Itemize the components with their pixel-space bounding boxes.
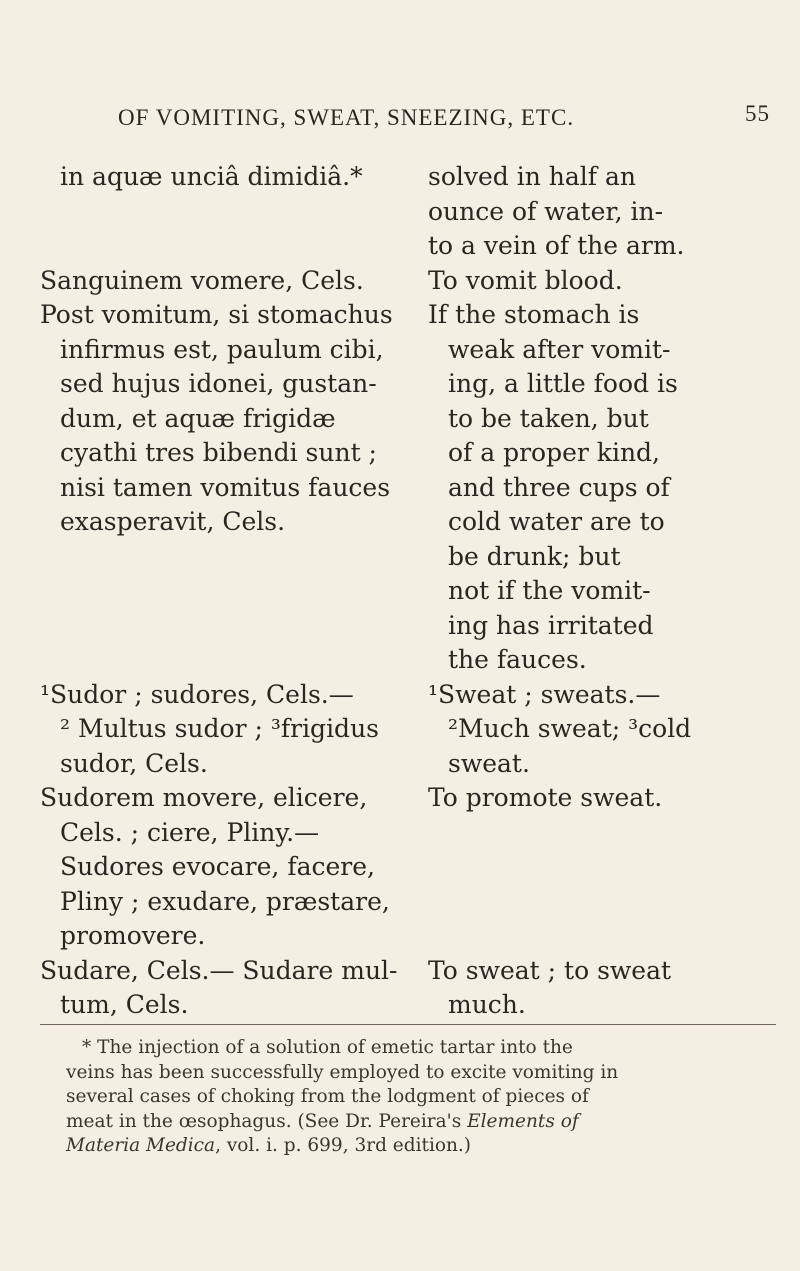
latin-line: sudor, Cels. [60,748,208,778]
english-line: ounce of water, in- [428,196,664,226]
book-title: Materia Medica [66,1135,216,1156]
citation: , vol. i. p. 699, 3rd edition.) [215,1135,472,1156]
english-line: and three cups of [448,472,670,502]
footnote-divider [40,1024,776,1025]
footnote-line: several cases of choking from the lodgment of pieces of [66,1086,589,1107]
latin-line: Sudorem movere, elicere, [40,783,368,812]
latin-line: Sudare, Cels.— Sudare mul- [40,955,398,985]
english-line: the fauces. [448,645,587,674]
english-line: to be taken, but [448,403,649,433]
english-line: of a proper kind, [448,438,660,467]
english-line: be drunk; but [448,541,621,571]
footnote-line [66,1110,579,1135]
english-line: To promote sweat. [428,783,663,812]
english-line: ing, a little food is [448,369,678,398]
latin-line: Sanguinem vomere, Cels. [40,265,364,295]
english-line: ing has irritated [448,610,654,640]
english-line: ²Much sweat; ³cold [448,714,692,743]
english-line: If the stomach is [428,300,640,329]
english-line: To sweat ; to sweat [428,955,672,985]
english-line: to a vein of the arm. [428,231,685,260]
latin-line: Sudores evocare, facere, [60,852,375,881]
latin-line: promovere. [60,921,206,950]
english-line: much. [448,990,526,1019]
latin-line: Cels. ; ciere, Pliny.— [60,817,320,847]
latin-line: ¹Sudor ; sudores, Cels.— [40,679,354,709]
english-line: not if the vomit- [448,576,651,605]
latin-line: infirmus est, paulum cibi, [60,334,384,364]
latin-line: tum, Cels. [60,990,189,1019]
latin-line: Post vomitum, si stomachus [40,300,393,329]
footnote-line [66,1134,471,1159]
english-line: To vomit blood. [428,265,623,295]
english-line: cold water are to [448,507,665,536]
latin-line: sed hujus idonei, gustan- [60,369,377,398]
latin-line: nisi tamen vomitus fauces [60,472,391,502]
book-title: Elements of [467,1110,579,1132]
running-header [118,101,770,131]
english-line: weak after vomit- [448,334,671,364]
latin-line: exasperavit, Cels. [60,507,286,536]
page-number: 55 [745,101,770,126]
footnote-line: * The injection of a solution of emetic tartar into the [82,1037,573,1058]
footnote-line: veins has been successfully employed to excite vomiting in [66,1061,619,1083]
footnote-text: meat in the œsophagus. (See Dr. Pereira's [66,1110,468,1132]
latin-line: dum, et aquæ frigidæ [60,403,336,433]
latin-line: Pliny ; exudare, præstare, [60,886,390,916]
latin-line: in aquæ unciâ dimidiâ.* [60,162,363,191]
latin-line: ² Multus sudor ; ³frigidus [60,714,379,743]
latin-line: cyathi tres bibendi sunt ; [60,438,377,467]
running-title: OF VOMITING, SWEAT, SNEEZING, ETC. [118,105,575,130]
english-line: sweat. [448,748,530,778]
english-line: ¹Sweat ; sweats.— [428,679,661,709]
english-line: solved in half an [428,162,636,191]
